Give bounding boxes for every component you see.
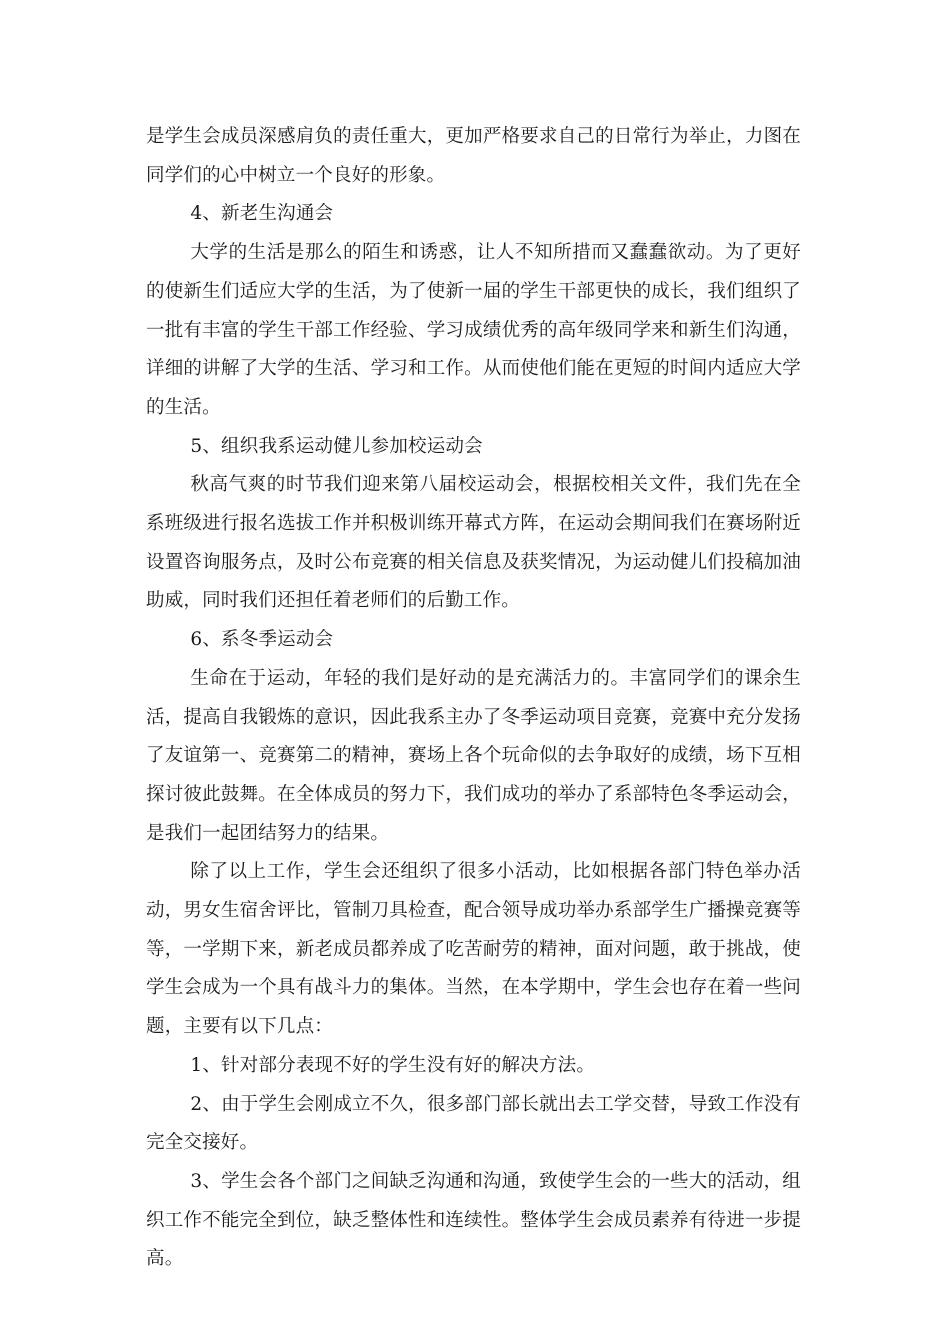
issue-item-1: 1、针对部分表现不好的学生没有好的解决方法。	[190, 1054, 596, 1076]
document-body	[146, 118, 801, 1279]
heading-school-sports-meet: 5、组织我系运动健儿参加校运动会	[190, 435, 483, 457]
paragraph-new-old-student-meeting: 大学的生活是那么的陌生和诱惑，让人不知所措而又蠢蠢欲动。为了更好的使新生们适应大学的生活，为了使新一届的学生干部更快的成长，我们组织了一批有丰富的学生干部工作经验、学习成绩优秀的高年级同学来和新生们沟通，详细的讲解了大学的生活、学习和工作。从而使他们能在更短的时间内适应大学的生活。	[146, 242, 801, 418]
heading-new-old-student-meeting: 4、新老生沟通会	[190, 203, 334, 225]
paragraph-other-activities: 除了以上工作，学生会还组织了很多小活动，比如根据各部门特色举办活动，男女生宿舍评比，管制刀具检查，配合领导成功举办系部学生广播操竞赛等等，一学期下来，新老成员都养成了吃苦耐劳的精神，面对问题，敢于挑战，使学生会成为一个具有战斗力的集体。当然，在本学期中，学生会也存在着一些问题，主要有以下几点：	[146, 861, 801, 1038]
paragraph-continuation: 是学生会成员深感肩负的责任重大，更加严格要求自己的日常行为举止，力图在同学们的心中树立一个良好的形象。	[146, 126, 801, 186]
heading-winter-sports-meet: 6、系冬季运动会	[190, 629, 334, 651]
paragraph-winter-sports-meet: 生命在于运动，年轻的我们是好动的是充满活力的。丰富同学们的课余生活，提高自我锻炼的意识，因此我系主办了冬季运动项目竞赛，竞赛中充分发扬了友谊第一、竞赛第二的精神，赛场上各个玩命似的去争取好的成绩，场下互相探讨彼此鼓舞。在全体成员的努力下，我们成功的举办了系部特色冬季运动会，是我们一起团结努力的结果。	[146, 667, 801, 844]
issue-item-2: 2、由于学生会刚成立不久，很多部门部长就出去工学交替，导致工作没有完全交接好。	[146, 1093, 801, 1154]
issue-item-3: 3、学生会各个部门之间缺乏沟通和沟通，致使学生会的一些大的活动，组织工作不能完全到位，缺乏整体性和连续性。整体学生会成员素养有待进一步提高。	[146, 1170, 801, 1270]
paragraph-school-sports-meet: 秋高气爽的时节我们迎来第八届校运动会，根据校相关文件，我们先在全系班级进行报名选拔工作并积极训练开幕式方阵，在运动会期间我们在赛场附近设置咨询服务点，及时公布竞赛的相关信息及获奖情况，为运动健儿们投稿加油助威，同时我们还担任着老师们的后勤工作。	[146, 474, 801, 612]
